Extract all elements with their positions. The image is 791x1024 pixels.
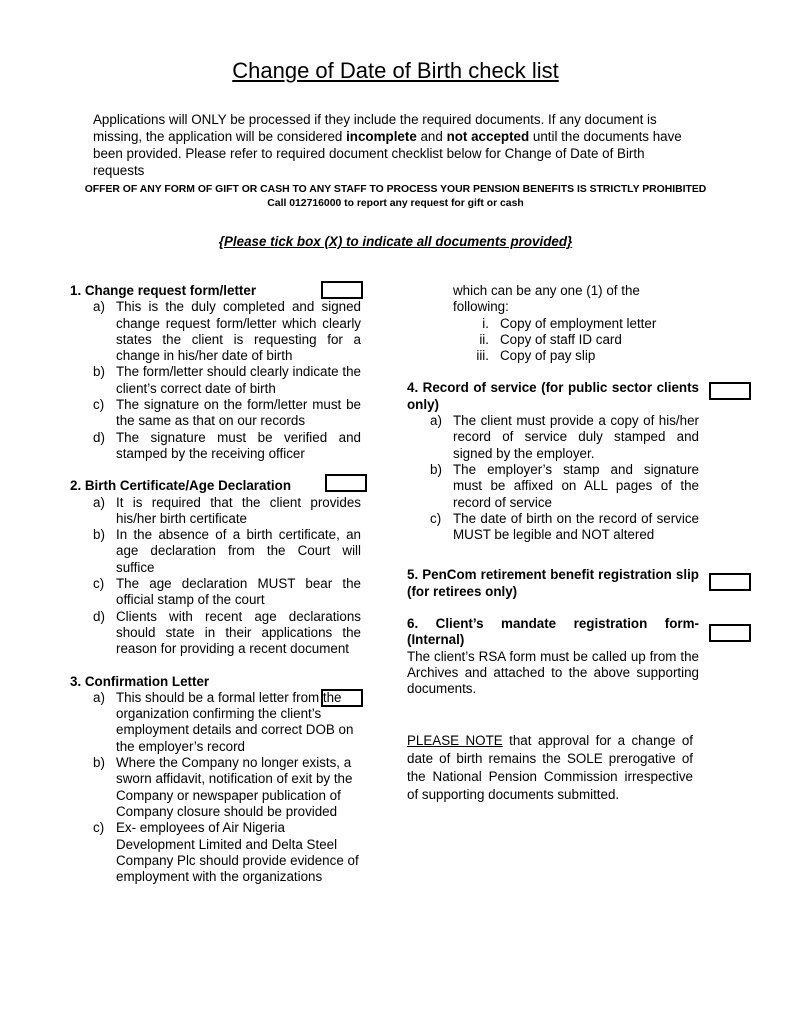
list-item [407, 413, 699, 462]
item-text: The employer’s stamp and signature must be affixed on ALL pages of the record of service [453, 461, 699, 510]
item-marker: c) [430, 510, 442, 526]
item-text: The form/letter should clearly indicate the client’s correct date of birth [116, 364, 361, 396]
item-marker: b) [93, 527, 105, 543]
list-item [70, 364, 361, 397]
item-text: Ex- employees of Air Nigeria Development Limited and Delta Steel Company Plc should provide evidence of employment with the organizations [116, 820, 359, 885]
item-marker: d) [93, 429, 105, 445]
intro-bold-not-accepted: not accepted [446, 129, 530, 144]
warning-line-1: OFFER OF ANY FORM OF GIFT OR CASH TO ANY STAFF TO PROCESS YOUR PENSION BENEFITS IS STRICTLY PROHIBITED [84, 184, 707, 195]
item-text: The signature on the form/letter must be the same as that on our records [116, 397, 361, 429]
item-marker: b) [93, 755, 105, 771]
please-note [407, 732, 699, 804]
item-text: Copy of staff ID card [500, 331, 622, 347]
item-marker: c) [93, 576, 105, 592]
item-marker: b) [430, 461, 442, 477]
list-item [70, 397, 361, 430]
continuation-text: which can be any one (1) of the following: [453, 283, 640, 315]
item-text: This is the duly completed and signed change request form/letter which clearly states the client is requesting for a change in his/her date of birth [116, 299, 361, 364]
section-2 [70, 478, 361, 657]
left-column [70, 283, 361, 901]
item-marker: iii. [476, 348, 489, 364]
section-3-heading: 3. Confirmation Letter [70, 673, 210, 689]
intro-bold-incomplete: incomplete [346, 129, 417, 144]
item-marker: a) [430, 413, 442, 429]
item-marker: a) [93, 494, 105, 510]
item-marker: a) [93, 299, 105, 315]
list-item [407, 511, 699, 544]
list-item [70, 495, 361, 528]
item-marker: a) [93, 689, 105, 705]
checkbox-section-4[interactable] [709, 382, 751, 400]
item-text: Copy of pay slip [500, 348, 596, 364]
sub-list-item [407, 316, 699, 332]
list-item [70, 576, 361, 609]
list-item [70, 609, 361, 658]
item-text: This should be a formal letter from the organization confirming the client’s employment details and correct DOB on the employer’s record [116, 689, 354, 754]
right-column [407, 283, 699, 804]
item-text: It is required that the client provides his/her birth certificate [116, 494, 361, 526]
list-item [70, 430, 361, 463]
list-item [70, 690, 361, 755]
intro-paragraph [93, 111, 697, 179]
item-text: Copy of employment letter [500, 315, 657, 331]
sub-list-item [407, 348, 699, 364]
section-4-heading: 4. Record of service (for public sector clients only) [407, 380, 699, 412]
item-text: Where the Company no longer exists, a sworn affidavit, notification of exit by the Company or newspaper publication of Company closure should be provided [116, 755, 353, 819]
checkbox-section-6[interactable] [709, 624, 751, 642]
section-5-heading: 5. PenCom retirement benefit registration slip (for retirees only) [407, 567, 699, 599]
intro-text-2: and [416, 129, 447, 144]
list-item [70, 527, 361, 576]
item-text: Clients with recent age declarations should state in their applications the reason for providing a recent document [116, 608, 361, 657]
item-marker: b) [93, 364, 105, 380]
tick-instruction: {Please tick box (X) to indicate all documents provided} [218, 234, 573, 249]
item-text: The age declaration MUST bear the official stamp of the court [116, 576, 361, 608]
warning-line-2: Call 012716000 to report any request for gift or cash [267, 198, 524, 209]
sub-list-item [407, 332, 699, 348]
section-4 [407, 380, 699, 543]
item-marker: c) [93, 397, 105, 413]
section-6 [407, 616, 699, 697]
section-6-heading: 6. Client’s mandate registration form- (Internal) [407, 616, 699, 648]
section-3-continuation [407, 283, 699, 364]
intro-text-3: until the documents have been provided. Please refer to required document checklist below for Change of Date of Birth requests [93, 129, 682, 178]
page-title: Change of Date of Birth check list [232, 58, 559, 83]
section-1-heading: 1. Change request form/letter [70, 283, 257, 298]
item-marker: i. [482, 315, 489, 331]
gift-warning [0, 183, 791, 211]
checkbox-section-5[interactable] [709, 573, 751, 591]
intro-text-1: Applications will ONLY be processed if they include the required documents. If any document is missing, the application will be considered [93, 112, 657, 144]
list-item [70, 820, 361, 885]
please-note-text: that approval for a change of date of birth remains the SOLE prerogative of the National Pension Commission irrespective of supporting documents submitted. [407, 732, 693, 802]
item-text: In the absence of a birth certificate, an age declaration from the Court will suffice [116, 527, 361, 575]
list-item [407, 462, 699, 511]
item-marker: d) [93, 608, 105, 624]
item-text: The client must provide a copy of his/her record of service duly stamped and signed by the employer. [453, 413, 699, 461]
section-6-body: The client’s RSA form must be called up from the Archives and attached to the above supporting documents. [407, 648, 699, 697]
item-marker: c) [93, 820, 105, 836]
section-5 [407, 567, 699, 600]
item-text: The signature must be verified and stamped by the receiving officer [116, 429, 361, 461]
section-2-heading: 2. Birth Certificate/Age Declaration [70, 478, 292, 494]
list-item [70, 299, 361, 364]
item-marker: ii. [479, 331, 489, 347]
section-1 [70, 283, 361, 462]
section-3 [70, 674, 361, 886]
item-text: The date of birth on the record of service MUST be legible and NOT altered [453, 510, 699, 543]
please-note-label: PLEASE NOTE [407, 732, 503, 748]
list-item [70, 755, 361, 820]
